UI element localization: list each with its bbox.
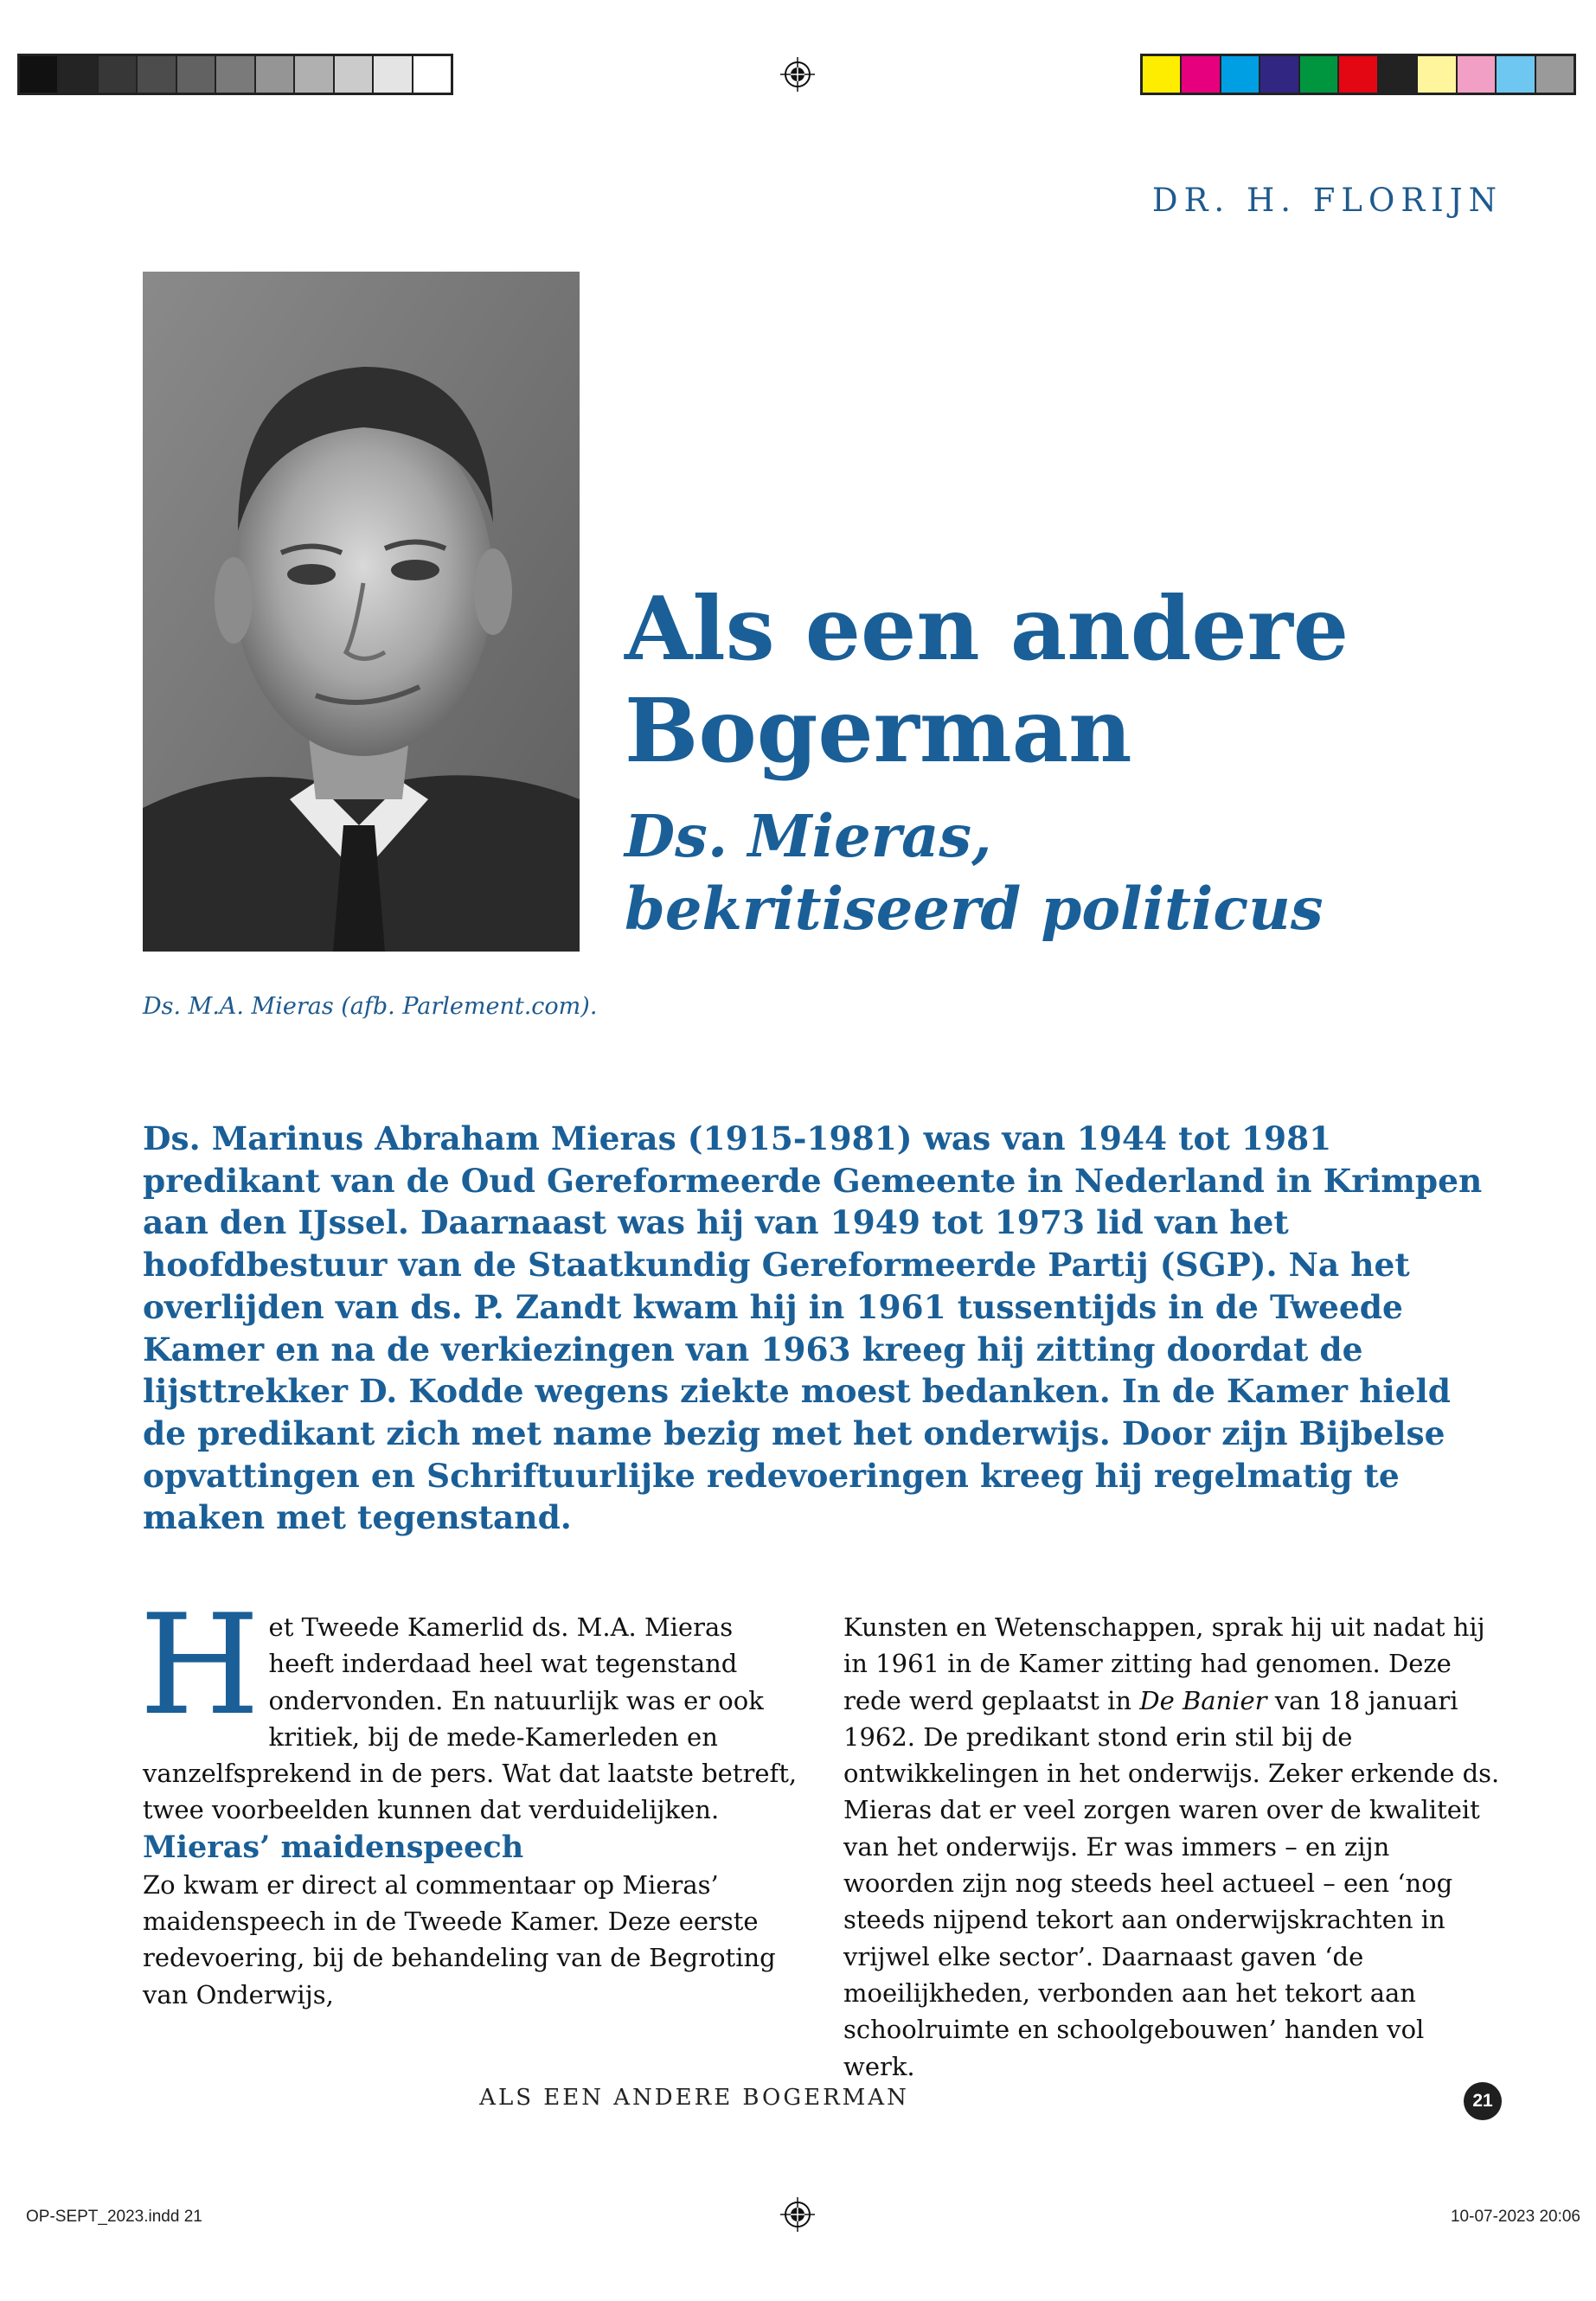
intro-text: et Tweede Kamerlid ds. M.A. Mieras heeft inderdaad heel wat tegenstand ondervonden. En natuurlijk was er ook kritiek, bij de mede-Kamerleden en vanzelfsprekend in de pers. Wat dat laatste betreft, twee voorbeelden kunnen dat verduidelijken. <box>143 1612 798 1825</box>
page-number: 21 <box>1464 2082 1502 2120</box>
portrait-photo <box>143 272 580 952</box>
body-column-right <box>843 1609 1501 2085</box>
photo-caption: Ds. M.A. Mieras (afb. Parlement.com). <box>143 993 598 1020</box>
lead-paragraph: Ds. Marinus Abraham Mieras (1915-1981) was van 1944 tot 1981 predikant van de Oud Gereformeerde Gemeente in Nederland in Krimpen aan den IJssel. Daarnaast was hij van 1949 tot 1973 lid van het hoofdbestuur van de Staatkundig Gereformeerde Partij (SGP). Na het overlijden van ds. P. Zandt kwam hij in 1961 tussentijds in de Tweede Kamer en na de verkiezingen van 1963 kreeg hij zitting doordat de lijsttrekker D. Kodde wegens ziekte moest bedanken. In de Kamer hield de predikant zich met name bezig met het onderwijs. Door zijn Bijbelse opvattingen en Schriftuurlijke redevoeringen kreeg hij regelmatig te maken met tegenstand. <box>143 1119 1483 1537</box>
gray-scale-bar <box>17 54 453 95</box>
registration-mark-icon <box>780 2197 815 2232</box>
article-subtitle <box>625 800 1490 945</box>
body-paragraph: Zo kwam er direct al commentaar op Mieras’ maidenspeech in de Tweede Kamer. Deze eerste redevoering, bij de behandeling van de Begroting van Onderwijs, <box>143 1869 776 2009</box>
section-heading: Mieras’ maidenspeech <box>143 1829 524 1865</box>
author-name: DR. H. FLORIJN <box>1151 182 1503 219</box>
subtitle-line-1: Ds. Mieras, <box>625 802 992 870</box>
color-calibration-bar <box>1140 54 1576 95</box>
intro-paragraph <box>139 1584 800 1829</box>
body-text-before: Kunsten en Wetenschappen, sprak hij uit nadat hij in 1961 in de Kamer zitting had genomen. Deze rede werd geplaatst in <box>843 1612 1485 1715</box>
slug-datetime: 10-07-2023 20:06 <box>1450 2208 1580 2226</box>
publication-name: De Banier <box>1139 1685 1267 1715</box>
subtitle-line-2: bekritiseerd politicus <box>625 875 1324 943</box>
slug-filename: OP-SEPT_2023.indd 21 <box>26 2208 202 2226</box>
body-text-after: van 18 januari 1962. De predikant stond erin stil bij de ontwikkelingen in het onderwijs. Zeker erkende ds. Mieras dat er veel zorgen waren over de kwaliteit van het onderwijs. Er was immers – en zijn woorden zijn nog steeds heel actueel – een ‘nog steeds nijpend tekort aan onderwijskrachten in vrijwel elke sector’. Daarnaast gaven ‘de moeilijkheden, verbonden aan het tekort aan schoolruimte en schoolgebouwen’ handen vol werk. <box>843 1685 1500 2081</box>
title-line-2: Bogerman <box>625 679 1132 782</box>
body-paragraph-continued <box>843 1609 1501 2085</box>
body-column-left <box>139 1584 800 2013</box>
running-footer-title: ALS EEN ANDERE BOGERMAN <box>479 2085 909 2111</box>
title-line-1: Als een andere <box>625 577 1349 680</box>
registration-mark-icon <box>780 57 815 92</box>
drop-cap: H <box>139 1584 260 1746</box>
article-title <box>625 578 1490 782</box>
